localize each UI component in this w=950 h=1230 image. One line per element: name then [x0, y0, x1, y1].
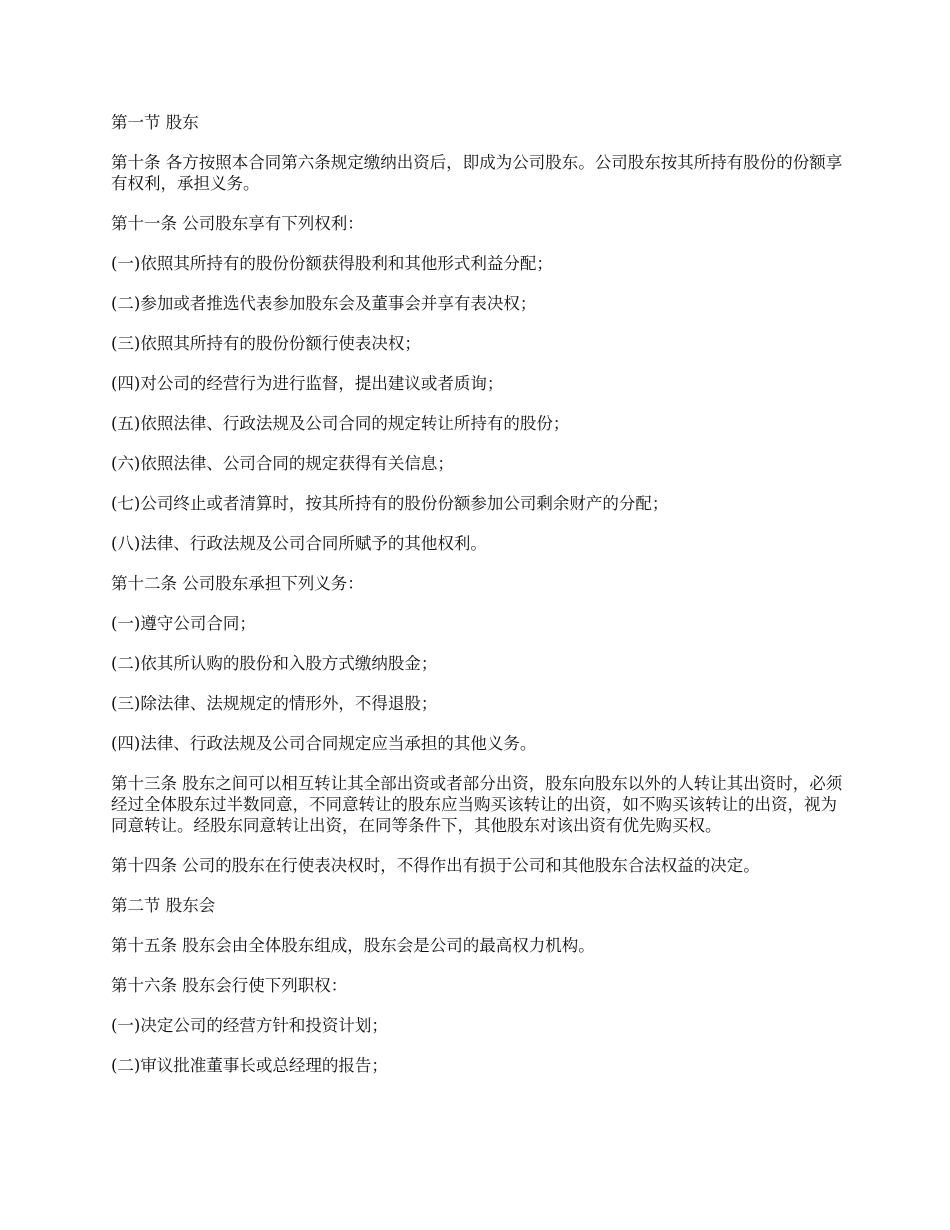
article-11-item: (三)依照其所持有的股份份额行使表决权；	[111, 334, 421, 353]
article-12-item: (三)除法律、法规规定的情形外，不得退股；	[111, 694, 438, 713]
document-page	[111, 112, 843, 1095]
article-15: 第十五条 股东会由全体股东组成，股东会是公司的最高权力机构。	[111, 936, 595, 955]
article-16-item: (二)审议批准董事长或总经理的报告；	[111, 1056, 388, 1075]
article-12-item: (二)依其所认购的股份和入股方式缴纳股金；	[111, 654, 438, 673]
article-11-heading: 第十一条 公司股东享有下列权利：	[111, 214, 364, 233]
article-12-item: (四)法律、行政法规及公司合同规定应当承担的其他义务。	[111, 734, 537, 753]
article-14: 第十四条 公司的股东在行使表决权时，不得作出有损于公司和其他股东合法权益的决定。	[111, 856, 760, 875]
article-10: 第十条 各方按照本合同第六条规定缴纳出资后，即成为公司股东。公司股东按其所持有股份的份额享有权利，承担义务。	[111, 153, 843, 193]
article-11-item: (六)依照法律、公司合同的规定获得有关信息；	[111, 454, 454, 473]
article-16-heading: 第十六条 股东会行使下列职权：	[111, 976, 348, 995]
article-11-item: (五)依照法律、行政法规及公司合同的规定转让所持有的股份；	[111, 414, 570, 433]
section-heading-shareholders: 第一节 股东	[111, 113, 199, 132]
article-11-item: (一)依照其所持有的股份份额获得股利和其他形式利益分配；	[111, 254, 553, 273]
article-11-item: (二)参加或者推选代表参加股东会及董事会并享有表决权；	[111, 294, 537, 313]
article-12-item: (一)遵守公司合同；	[111, 614, 256, 633]
section-heading-shareholders-meeting: 第二节 股东会	[111, 896, 216, 915]
article-11-item: (四)对公司的经营行为进行监督，提出建议或者质询；	[111, 374, 504, 393]
article-11-item: (七)公司终止或者清算时，按其所持有的股份份额参加公司剩余财产的分配；	[111, 494, 669, 513]
article-16-item: (一)决定公司的经营方针和投资计划；	[111, 1016, 388, 1035]
article-12-heading: 第十二条 公司股东承担下列义务：	[111, 574, 364, 593]
article-13: 第十三条 股东之间可以相互转让其全部出资或者部分出资，股东向股东以外的人转让其出资时，必须经过全体股东过半数同意，不同意转让的股东应当购买该转让的出资，如不购买该转让的出资，视为同意转让。经股东同意转让出资，在同等条件下，其他股东对该出资有优先购买权。	[111, 774, 843, 835]
article-11-item: (八)法律、行政法规及公司合同所赋予的其他权利。	[111, 534, 487, 553]
